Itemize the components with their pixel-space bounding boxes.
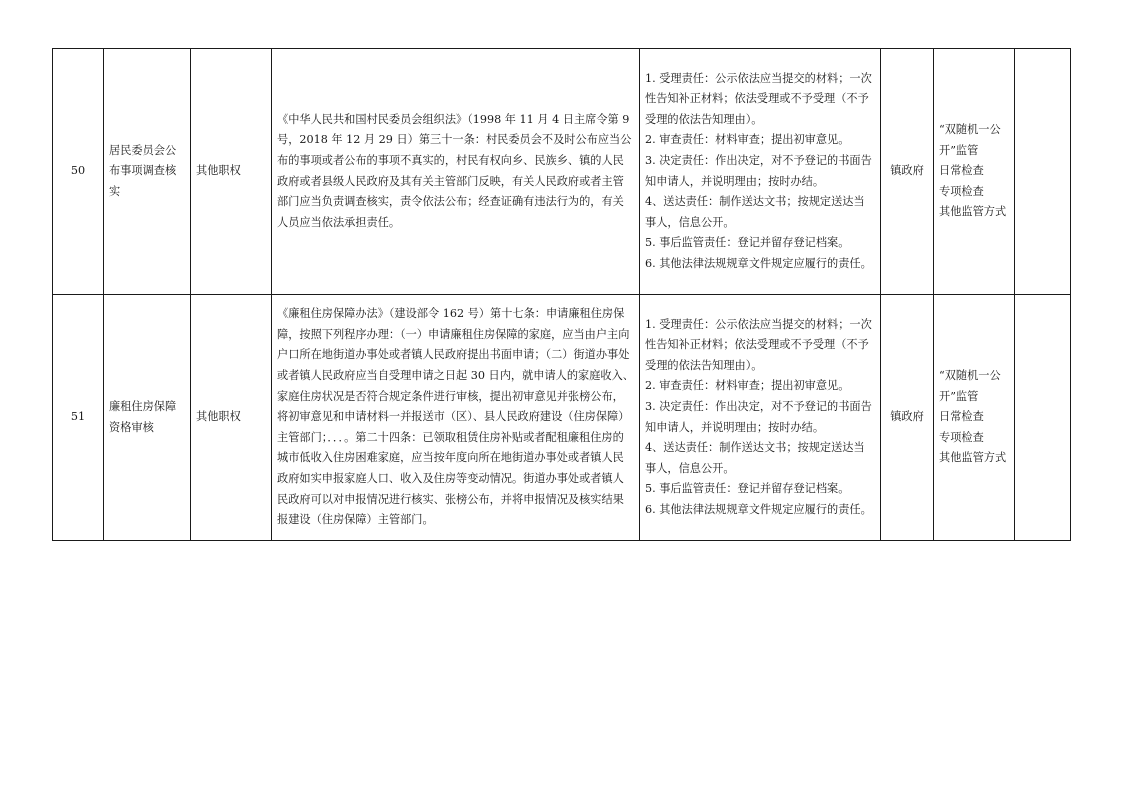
responsibility-item: 2. 审查责任：材料审查；提出初审意见。 — [645, 379, 850, 393]
responsibility-list — [640, 49, 881, 295]
supervision-methods — [934, 295, 1015, 541]
table-row — [53, 295, 1071, 541]
responsibility-item: 5. 事后监管责任：登记并留存登记档案。 — [645, 482, 850, 496]
power-type: 其他职权 — [191, 49, 272, 295]
responsibility-item: 6. 其他法律法规规章文件规定应履行的责任。 — [645, 256, 872, 270]
power-list-table — [52, 48, 1071, 541]
responsibility-item: 4、送达责任：制作送达文书；按规定送达当事人，信息公开。 — [645, 195, 865, 229]
item-name: 居民委员会公布事项调查核实 — [104, 49, 191, 295]
supervision-method: “双随机一公开”监管 — [939, 369, 1001, 403]
supervision-method: 专项检查 — [939, 184, 984, 198]
responsibility-item: 2. 审查责任：材料审查；提出初审意见。 — [645, 133, 850, 147]
supervision-method: 其他监管方式 — [939, 205, 1007, 219]
remarks — [1015, 49, 1071, 295]
responsibility-item: 1. 受理责任：公示依法应当提交的材料；一次性告知补正材料；依法受理或不予受理（不予受理的依法告知理由）。 — [645, 71, 872, 126]
supervision-method: “双随机一公开”监管 — [939, 123, 1001, 157]
remarks — [1015, 295, 1071, 541]
power-type: 其他职权 — [191, 295, 272, 541]
item-name: 廉租住房保障资格审核 — [104, 295, 191, 541]
responsibility-item: 5. 事后监管责任：登记并留存登记档案。 — [645, 236, 850, 250]
supervision-methods — [934, 49, 1015, 295]
row-number: 51 — [53, 295, 104, 541]
responsible-subject: 镇政府 — [881, 49, 934, 295]
supervision-method: 日常检查 — [939, 410, 984, 424]
table-row — [53, 49, 1071, 295]
row-number: 50 — [53, 49, 104, 295]
responsibility-item: 4、送达责任：制作送达文书；按规定送达当事人，信息公开。 — [645, 441, 865, 475]
legal-basis: 《廉租住房保障办法》（建设部令 162 号）第十七条：申请廉租住房保障，按照下列程序办理：（一）申请廉租住房保障的家庭，应当由户主向户口所在地街道办事处或者镇人民政府提出书面申请；（二）街道办事处或者镇人民政府应当自受理申请之日起 30 日内，就申请人的家庭收入、家庭住房状况是否符合规定条件进行审核，提出初审意见并张榜公布，将初审意见和申请材料一并报送市（区）、县人民政府建设（住房保障）主管部门；．．．。第二十四条：已领取租赁住房补贴或者配租廉租住房的城市低收入住房困难家庭，应当按年度向所在地街道办事处或者镇人民政府如实申报家庭人口、收入及住房等变动情况。街道办事处或者镇人民政府可以对申报情况进行核实、张榜公布，并将申报情况及核实结果报建设（住房保障）主管部门。 — [272, 295, 640, 541]
responsibility-list — [640, 295, 881, 541]
supervision-method: 其他监管方式 — [939, 451, 1007, 465]
responsibility-item: 1. 受理责任：公示依法应当提交的材料；一次性告知补正材料；依法受理或不予受理（不予受理的依法告知理由）。 — [645, 317, 872, 372]
responsible-subject: 镇政府 — [881, 295, 934, 541]
responsibility-item: 3. 决定责任：作出决定，对不予登记的书面告知申请人，并说明理由；按时办结。 — [645, 399, 872, 434]
supervision-method: 日常检查 — [939, 164, 984, 178]
supervision-method: 专项检查 — [939, 430, 984, 444]
legal-basis: 《中华人民共和国村民委员会组织法》（1998 年 11 月 4 日主席令第 9 号，2018 年 12 月 29 日）第三十一条：村民委员会不及时公布应当公布的事项或者公布的事项不真实的，村民有权向乡、民族乡、镇的人民政府或者县级人民政府及其有关主管部门反映，有关人民政府或者主管部门应当负责调查核实，责令依法公布；经查证确有违法行为的，有关人员应当依法承担责任。 — [272, 49, 640, 295]
responsibility-item: 6. 其他法律法规规章文件规定应履行的责任。 — [645, 502, 872, 516]
responsibility-item: 3. 决定责任：作出决定，对不予登记的书面告知申请人，并说明理由；按时办结。 — [645, 153, 872, 188]
